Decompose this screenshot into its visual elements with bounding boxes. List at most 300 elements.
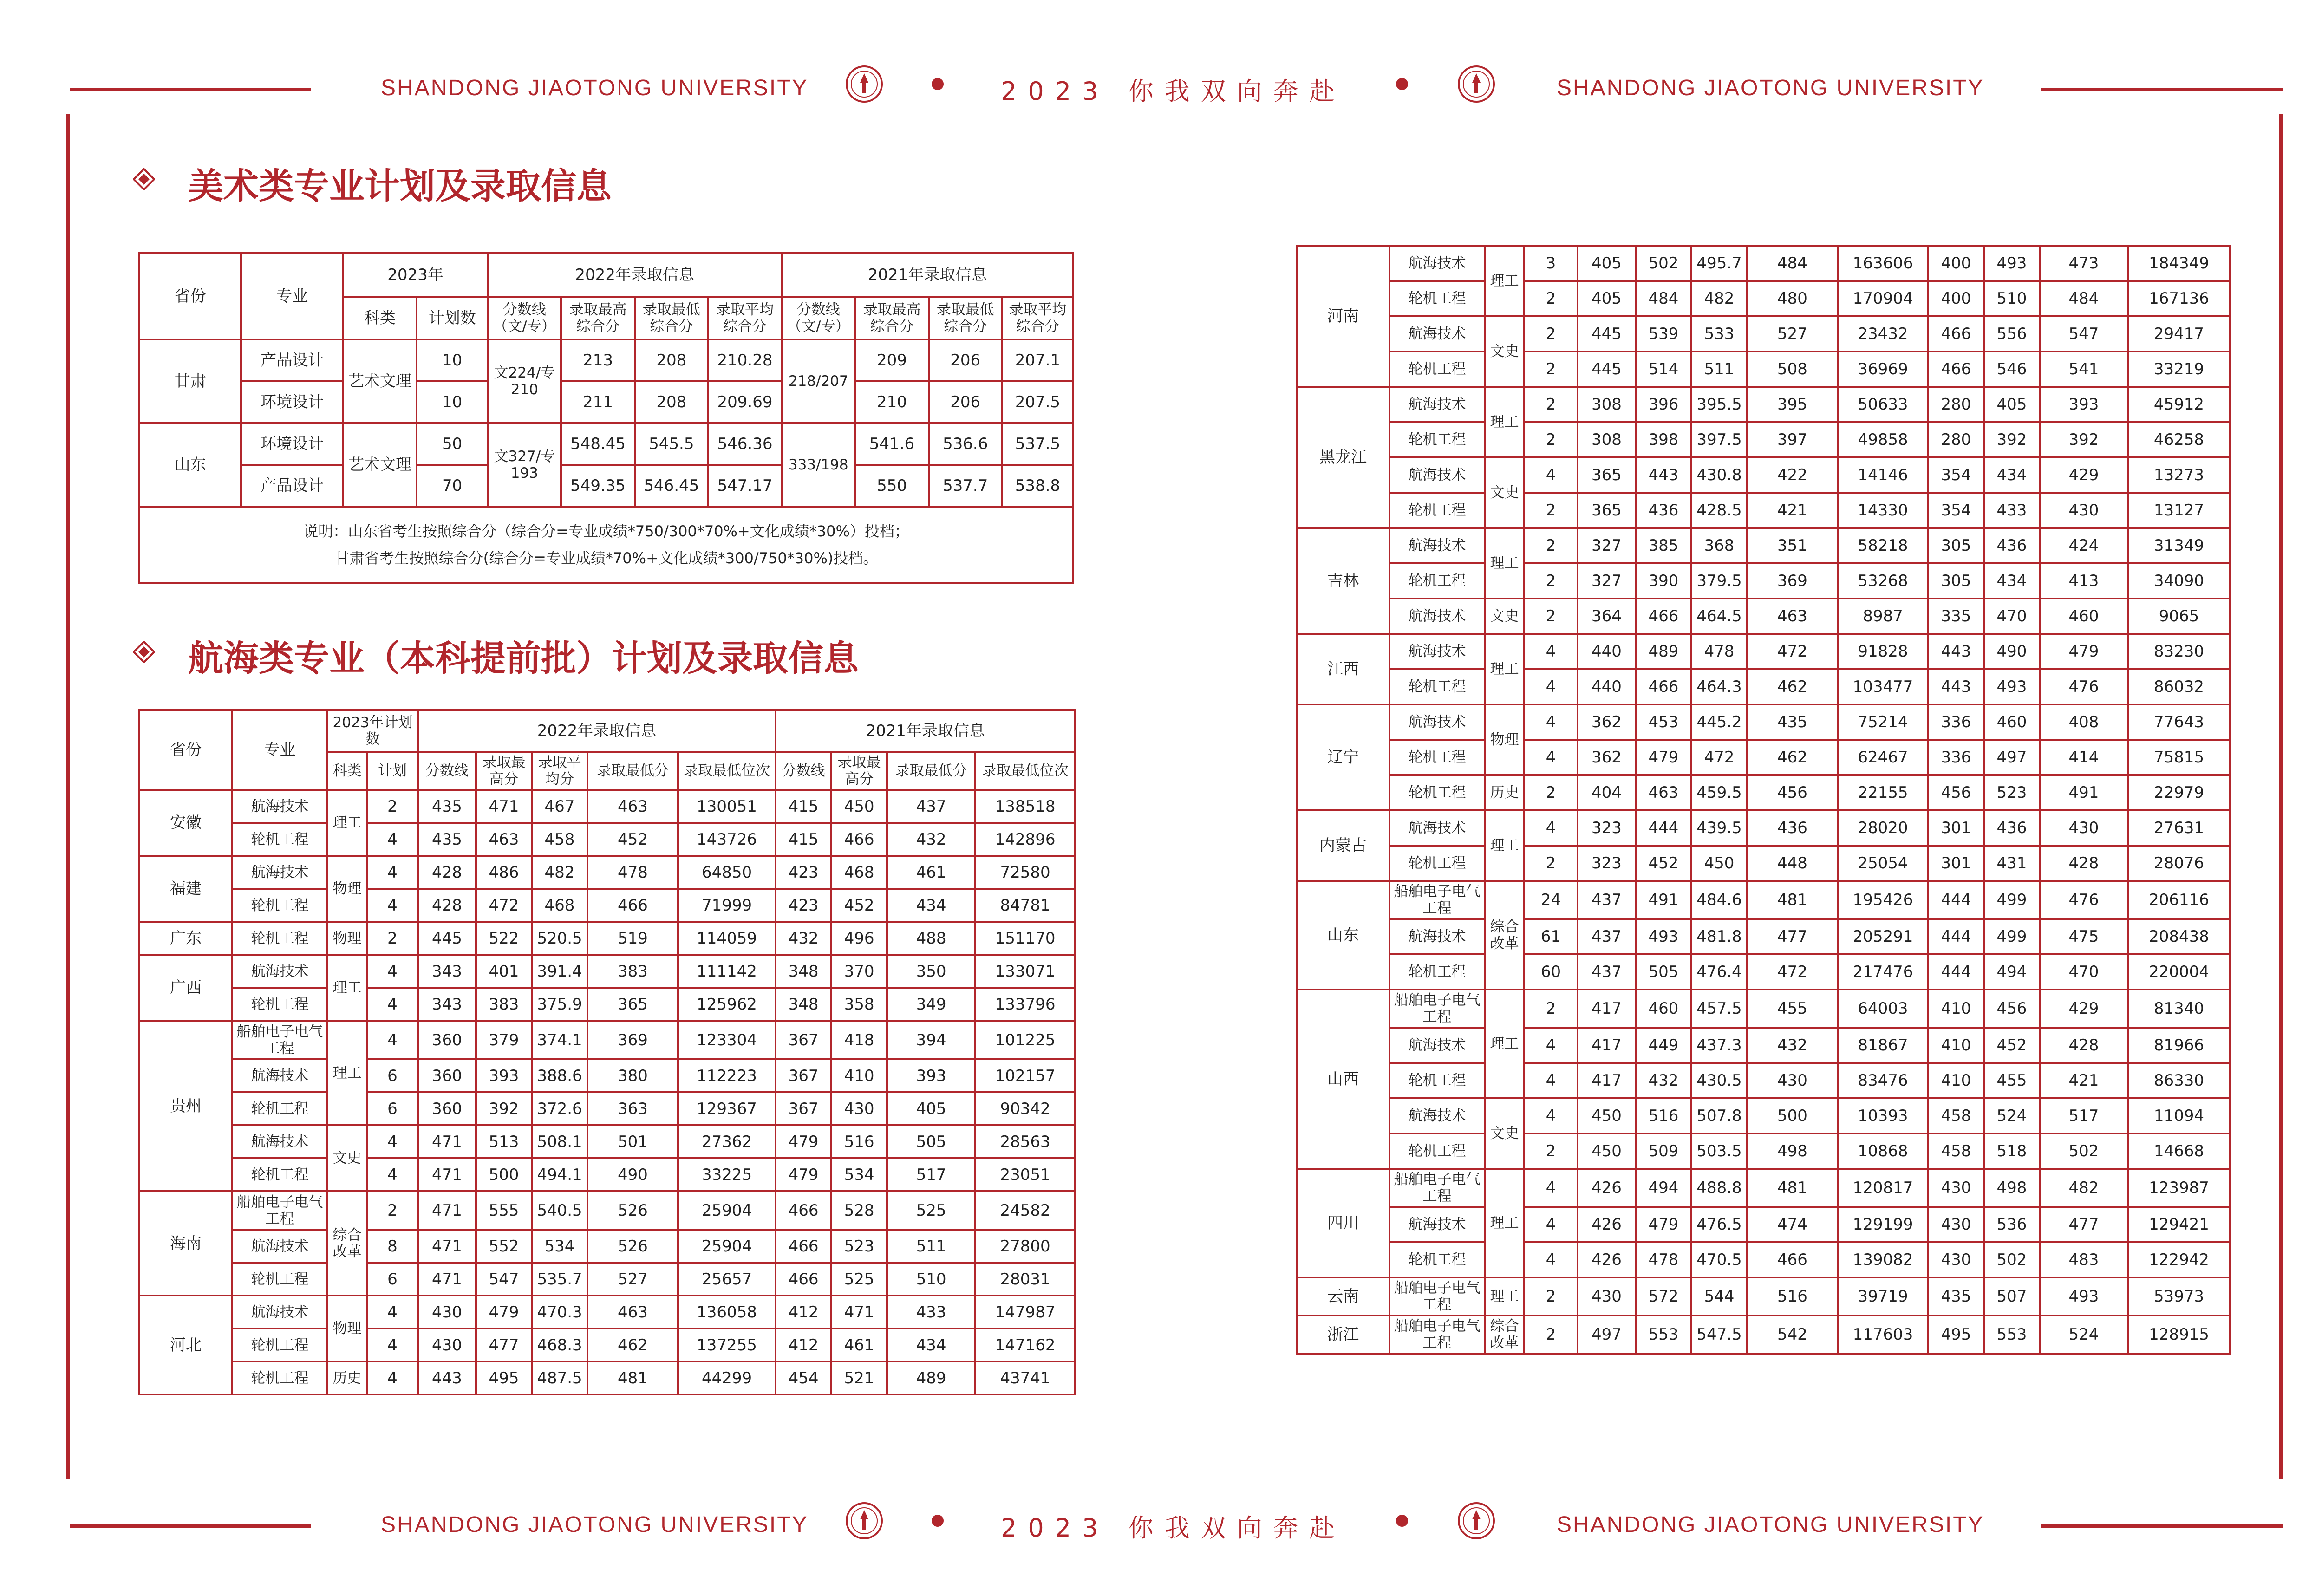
value-cell: 458 <box>1928 1133 1984 1169</box>
plan-cell: 24 <box>1524 881 1578 919</box>
value-cell: 470.3 <box>532 1296 587 1329</box>
category-cell: 物理 <box>1485 704 1524 775</box>
value-cell: 25904 <box>678 1191 776 1230</box>
value-cell: 456 <box>1747 775 1838 810</box>
province-cell: 广西 <box>139 955 232 1021</box>
value-cell: 14668 <box>2128 1133 2230 1169</box>
top-banner <box>0 55 2322 129</box>
value-cell: 444 <box>1928 881 1984 919</box>
plan-cell: 4 <box>1524 810 1578 846</box>
value-cell: 437.3 <box>1691 1028 1747 1063</box>
value-cell: 434 <box>1984 563 2040 599</box>
header-2022: 2022年录取信息 <box>488 253 782 297</box>
value-cell: 53268 <box>1838 563 1928 599</box>
table-row <box>1297 493 2230 528</box>
diamond-bullet-icon <box>133 168 155 190</box>
category-cell: 理工 <box>1485 634 1524 704</box>
category-cell: 理工 <box>1485 990 1524 1098</box>
value-cell: 434 <box>1984 457 2040 493</box>
plan-cell: 2 <box>1524 316 1578 352</box>
value-cell: 432 <box>887 823 975 856</box>
value-cell: 487.5 <box>532 1361 587 1394</box>
value-cell: 555 <box>476 1191 532 1230</box>
value-cell: 72580 <box>975 856 1075 889</box>
plan-cell: 4 <box>1524 740 1578 775</box>
header-line: 分数线（文/专） <box>488 297 561 339</box>
separator-dot <box>932 78 944 90</box>
value-cell: 491 <box>1636 881 1691 919</box>
value-cell: 478 <box>1691 634 1747 669</box>
value-cell: 372.6 <box>532 1092 587 1125</box>
header-major: 专业 <box>232 710 327 790</box>
value-cell: 523 <box>831 1230 887 1263</box>
value-cell: 453 <box>1636 704 1691 740</box>
value-cell: 27800 <box>975 1230 1075 1263</box>
major-cell: 轮机工程 <box>1389 1133 1485 1169</box>
plan-cell: 4 <box>367 955 418 988</box>
value-cell: 364 <box>1578 599 1636 634</box>
value-cell: 360 <box>418 1092 476 1125</box>
value-cell: 443 <box>418 1361 476 1394</box>
table-row <box>1297 990 2230 1028</box>
value-cell: 210 <box>855 381 928 423</box>
value-cell: 29417 <box>2128 316 2230 352</box>
value-cell: 495.7 <box>1691 246 1747 281</box>
table-row <box>1297 810 2230 846</box>
value-cell: 552 <box>476 1230 532 1263</box>
left-border <box>66 114 70 1479</box>
value-cell: 139082 <box>1838 1242 1928 1277</box>
category-cell: 历史 <box>327 1361 367 1394</box>
value-cell: 494.1 <box>532 1158 587 1191</box>
value-cell: 405 <box>1578 281 1636 316</box>
value-cell: 508 <box>1747 352 1838 387</box>
header-max: 录取最高综合分 <box>561 297 634 339</box>
header-category: 科类 <box>343 297 417 339</box>
plan-cell: 4 <box>1524 1063 1578 1098</box>
major-cell: 航海技术 <box>1389 246 1485 281</box>
value-cell: 472 <box>1691 740 1747 775</box>
header-avg: 录取平均分 <box>532 752 587 790</box>
value-cell: 430.8 <box>1691 457 1747 493</box>
plan-cell: 2 <box>367 1191 418 1230</box>
value-cell: 497 <box>1984 740 2040 775</box>
value-cell: 541 <box>2040 352 2128 387</box>
value-cell: 463 <box>587 1296 678 1329</box>
value-cell: 480 <box>1747 281 1838 316</box>
value-cell: 34090 <box>2128 563 2230 599</box>
value-cell: 86330 <box>2128 1063 2230 1098</box>
value-cell: 428 <box>418 889 476 922</box>
value-cell: 25054 <box>1838 846 1928 881</box>
header-avg: 录取平均综合分 <box>1002 297 1073 339</box>
value-cell: 170904 <box>1838 281 1928 316</box>
plan-cell: 4 <box>367 1021 418 1059</box>
value-cell: 414 <box>2040 740 2128 775</box>
value-cell: 471 <box>831 1296 887 1329</box>
value-cell: 64003 <box>1838 990 1928 1028</box>
major-cell: 轮机工程 <box>1389 954 1485 990</box>
separator-dot <box>1396 1515 1408 1527</box>
value-cell: 305 <box>1928 563 1984 599</box>
value-cell: 437 <box>1578 954 1636 990</box>
value-cell: 479 <box>2040 634 2128 669</box>
value-cell: 502 <box>1636 246 1691 281</box>
line-cell: 文224/专210 <box>488 339 561 423</box>
category-cell: 文史 <box>1485 1098 1524 1169</box>
value-cell: 435 <box>1747 704 1838 740</box>
value-cell: 129367 <box>678 1092 776 1125</box>
value-cell: 479 <box>1636 740 1691 775</box>
value-cell: 365 <box>587 988 678 1021</box>
art-admission-table <box>138 252 1074 584</box>
value-cell: 535.7 <box>532 1263 587 1296</box>
value-cell: 430 <box>2040 493 2128 528</box>
value-cell: 439.5 <box>1691 810 1747 846</box>
value-cell: 398 <box>1636 422 1691 457</box>
value-cell: 525 <box>831 1263 887 1296</box>
value-cell: 434 <box>887 889 975 922</box>
value-cell: 527 <box>587 1263 678 1296</box>
value-cell: 393 <box>887 1059 975 1092</box>
major-cell: 航海技术 <box>1389 634 1485 669</box>
value-cell: 483 <box>2040 1242 2128 1277</box>
value-cell: 433 <box>887 1296 975 1329</box>
major-cell: 轮机工程 <box>1389 669 1485 704</box>
value-cell: 550 <box>855 465 928 507</box>
value-cell: 206116 <box>2128 881 2230 919</box>
value-cell: 482 <box>532 856 587 889</box>
admission-note <box>139 507 1073 583</box>
value-cell: 477 <box>2040 1207 2128 1242</box>
header-2023: 2023年 <box>343 253 488 297</box>
value-cell: 454 <box>776 1361 831 1394</box>
category-cell: 综合改革 <box>1485 881 1524 990</box>
value-cell: 383 <box>476 988 532 1021</box>
value-cell: 493 <box>1636 919 1691 954</box>
value-cell: 91828 <box>1838 634 1928 669</box>
plan-cell: 4 <box>367 1158 418 1191</box>
value-cell: 209 <box>855 339 928 381</box>
value-cell: 62467 <box>1838 740 1928 775</box>
value-cell: 412 <box>776 1296 831 1329</box>
value-cell: 508.1 <box>532 1125 587 1158</box>
value-cell: 435 <box>418 790 476 823</box>
value-cell: 10868 <box>1838 1133 1928 1169</box>
value-cell: 430 <box>1928 1169 1984 1207</box>
table-row <box>1297 422 2230 457</box>
table-row <box>1297 528 2230 563</box>
value-cell: 58218 <box>1838 528 1928 563</box>
value-cell: 336 <box>1928 704 1984 740</box>
value-cell: 362 <box>1578 740 1636 775</box>
value-cell: 426 <box>1578 1169 1636 1207</box>
value-cell: 367 <box>776 1092 831 1125</box>
value-cell: 123987 <box>2128 1169 2230 1207</box>
major-cell: 航海技术 <box>232 790 327 823</box>
value-cell: 335 <box>1928 599 1984 634</box>
major-cell: 产品设计 <box>241 465 343 507</box>
value-cell: 436 <box>1636 493 1691 528</box>
plan-cell: 4 <box>367 1125 418 1158</box>
value-cell: 501 <box>587 1125 678 1158</box>
value-cell: 75815 <box>2128 740 2230 775</box>
value-cell: 367 <box>776 1059 831 1092</box>
value-cell: 505 <box>1636 954 1691 990</box>
value-cell: 430 <box>1747 1063 1838 1098</box>
value-cell: 464.3 <box>1691 669 1747 704</box>
value-cell: 520.5 <box>532 922 587 955</box>
note-line-2: 甘肃省考生按照综合分(综合分=专业成绩*70%+文化成绩*300/750*30%)投档。 <box>334 549 878 567</box>
value-cell: 86032 <box>2128 669 2230 704</box>
value-cell: 336 <box>1928 740 1984 775</box>
value-cell: 349 <box>887 988 975 1021</box>
value-cell: 412 <box>776 1329 831 1361</box>
value-cell: 397 <box>1747 422 1838 457</box>
major-cell: 船舶电子电气工程 <box>1389 1277 1485 1316</box>
major-cell: 轮机工程 <box>1389 775 1485 810</box>
value-cell: 421 <box>1747 493 1838 528</box>
value-cell: 475 <box>2040 919 2128 954</box>
value-cell: 440 <box>1578 669 1636 704</box>
value-cell: 472 <box>476 889 532 922</box>
value-cell: 495 <box>476 1361 532 1394</box>
table-row <box>1297 740 2230 775</box>
value-cell: 493 <box>2040 1277 2128 1316</box>
value-cell: 468 <box>831 856 887 889</box>
category-cell: 综合改革 <box>327 1191 367 1296</box>
value-cell: 553 <box>1984 1316 2040 1354</box>
major-cell: 航海技术 <box>1389 316 1485 352</box>
major-cell: 轮机工程 <box>1389 1063 1485 1098</box>
major-cell: 航海技术 <box>232 1125 327 1158</box>
value-cell: 417 <box>1578 990 1636 1028</box>
value-cell: 390 <box>1636 563 1691 599</box>
value-cell: 482 <box>2040 1169 2128 1207</box>
value-cell: 491 <box>2040 775 2128 810</box>
value-cell: 471 <box>418 1125 476 1158</box>
table-row <box>139 1263 1075 1296</box>
value-cell: 375.9 <box>532 988 587 1021</box>
table-row <box>139 465 1073 507</box>
value-cell: 463 <box>587 790 678 823</box>
value-cell: 524 <box>1984 1098 2040 1133</box>
table-row <box>1297 881 2230 919</box>
major-cell: 航海技术 <box>232 856 327 889</box>
value-cell: 435 <box>1928 1277 1984 1316</box>
value-cell: 101225 <box>975 1021 1075 1059</box>
value-cell: 466 <box>1636 669 1691 704</box>
value-cell: 466 <box>1928 316 1984 352</box>
value-cell: 510 <box>887 1263 975 1296</box>
category-cell: 物理 <box>327 1296 367 1361</box>
plan-cell: 10 <box>417 339 488 381</box>
plan-cell: 3 <box>1524 246 1578 281</box>
major-cell: 轮机工程 <box>1389 563 1485 599</box>
value-cell: 546 <box>1984 352 2040 387</box>
category-cell: 艺术文理 <box>343 339 417 423</box>
value-cell: 546.45 <box>635 465 708 507</box>
category-cell: 理工 <box>1485 1169 1524 1277</box>
category-cell: 文史 <box>1485 316 1524 387</box>
table-row <box>139 1059 1075 1092</box>
value-cell: 431 <box>1984 846 2040 881</box>
header-2022: 2022年录取信息 <box>418 710 776 752</box>
table-row <box>1297 1133 2230 1169</box>
value-cell: 466 <box>587 889 678 922</box>
value-cell: 22155 <box>1838 775 1928 810</box>
value-cell: 343 <box>418 988 476 1021</box>
table-row <box>139 339 1073 381</box>
value-cell: 280 <box>1928 387 1984 422</box>
value-cell: 466 <box>1747 1242 1838 1277</box>
province-cell: 广东 <box>139 922 232 955</box>
value-cell: 484 <box>1636 281 1691 316</box>
value-cell: 539 <box>1636 316 1691 352</box>
value-cell: 476.4 <box>1691 954 1747 990</box>
value-cell: 443 <box>1636 457 1691 493</box>
value-cell: 458 <box>532 823 587 856</box>
province-cell: 山东 <box>139 423 241 507</box>
category-cell: 艺术文理 <box>343 423 417 507</box>
value-cell: 195426 <box>1838 881 1928 919</box>
value-cell: 462 <box>587 1329 678 1361</box>
value-cell: 49858 <box>1838 422 1928 457</box>
value-cell: 436 <box>1984 810 2040 846</box>
plan-cell: 2 <box>1524 563 1578 599</box>
header-province: 省份 <box>139 253 241 339</box>
category-cell: 理工 <box>1485 810 1524 881</box>
value-cell: 136058 <box>678 1296 776 1329</box>
value-cell: 514 <box>1636 352 1691 387</box>
value-cell: 481 <box>587 1361 678 1394</box>
value-cell: 46258 <box>2128 422 2230 457</box>
value-cell: 526 <box>587 1191 678 1230</box>
value-cell: 374.1 <box>532 1021 587 1059</box>
value-cell: 510 <box>1984 281 2040 316</box>
value-cell: 502 <box>2040 1133 2128 1169</box>
value-cell: 11094 <box>2128 1098 2230 1133</box>
value-cell: 428 <box>418 856 476 889</box>
table-row <box>1297 1242 2230 1277</box>
major-cell: 航海技术 <box>232 1059 327 1092</box>
value-cell: 327 <box>1578 528 1636 563</box>
value-cell: 405 <box>1578 246 1636 281</box>
value-cell: 432 <box>1636 1063 1691 1098</box>
value-cell: 147987 <box>975 1296 1075 1329</box>
major-cell: 轮机工程 <box>1389 1242 1485 1277</box>
value-cell: 494 <box>1636 1169 1691 1207</box>
value-cell: 463 <box>1747 599 1838 634</box>
value-cell: 498 <box>1747 1133 1838 1169</box>
value-cell: 23432 <box>1838 316 1928 352</box>
category-cell: 文史 <box>327 1125 367 1191</box>
value-cell: 444 <box>1928 919 1984 954</box>
value-cell: 471 <box>418 1230 476 1263</box>
value-cell: 365 <box>1578 457 1636 493</box>
province-cell: 浙江 <box>1297 1316 1389 1354</box>
value-cell: 415 <box>776 790 831 823</box>
major-cell: 产品设计 <box>241 339 343 381</box>
value-cell: 549.35 <box>561 465 634 507</box>
plan-cell: 2 <box>1524 422 1578 457</box>
value-cell: 466 <box>1928 352 1984 387</box>
value-cell: 449 <box>1636 1028 1691 1063</box>
value-cell: 481 <box>1747 881 1838 919</box>
value-cell: 323 <box>1578 846 1636 881</box>
header-line: 分数线（文/专） <box>782 297 855 339</box>
value-cell: 422 <box>1747 457 1838 493</box>
plan-cell: 60 <box>1524 954 1578 990</box>
value-cell: 360 <box>418 1059 476 1092</box>
university-seal-icon <box>1457 1502 1495 1540</box>
value-cell: 445.2 <box>1691 704 1747 740</box>
value-cell: 548.45 <box>561 423 634 465</box>
table-row <box>139 856 1075 889</box>
right-border <box>2279 114 2283 1479</box>
value-cell: 517 <box>2040 1098 2128 1133</box>
value-cell: 488 <box>887 922 975 955</box>
value-cell: 481.8 <box>1691 919 1747 954</box>
value-cell: 308 <box>1578 387 1636 422</box>
value-cell: 8987 <box>1838 599 1928 634</box>
value-cell: 81966 <box>2128 1028 2230 1063</box>
header-min: 录取最低综合分 <box>635 297 708 339</box>
value-cell: 348 <box>776 988 831 1021</box>
value-cell: 428.5 <box>1691 493 1747 528</box>
value-cell: 123304 <box>678 1021 776 1059</box>
value-cell: 534 <box>831 1158 887 1191</box>
value-cell: 476.5 <box>1691 1207 1747 1242</box>
value-cell: 348 <box>776 955 831 988</box>
value-cell: 457.5 <box>1691 990 1747 1028</box>
value-cell: 401 <box>476 955 532 988</box>
value-cell: 13273 <box>2128 457 2230 493</box>
value-cell: 396 <box>1636 387 1691 422</box>
value-cell: 516 <box>831 1125 887 1158</box>
value-cell: 466 <box>776 1230 831 1263</box>
value-cell: 472 <box>1747 954 1838 990</box>
value-cell: 370 <box>831 955 887 988</box>
header-major: 专业 <box>241 253 343 339</box>
value-cell: 404 <box>1578 775 1636 810</box>
table-row <box>139 1125 1075 1158</box>
university-name-left: SHANDONG JIAOTONG UNIVERSITY <box>381 76 809 100</box>
value-cell: 473 <box>2040 246 2128 281</box>
value-cell: 429 <box>2040 457 2128 493</box>
value-cell: 466 <box>831 823 887 856</box>
value-cell: 517 <box>887 1158 975 1191</box>
major-cell: 航海技术 <box>1389 1098 1485 1133</box>
province-cell: 山东 <box>1297 881 1389 990</box>
major-cell: 船舶电子电气工程 <box>1389 990 1485 1028</box>
value-cell: 497 <box>1578 1316 1636 1354</box>
value-cell: 208438 <box>2128 919 2230 954</box>
plan-cell: 4 <box>367 889 418 922</box>
province-cell: 吉林 <box>1297 528 1389 634</box>
plan-cell: 6 <box>367 1059 418 1092</box>
university-seal-icon <box>1457 65 1495 103</box>
value-cell: 445 <box>1578 352 1636 387</box>
value-cell: 495 <box>1928 1316 1984 1354</box>
value-cell: 484 <box>1747 246 1838 281</box>
value-cell: 323 <box>1578 810 1636 846</box>
value-cell: 14330 <box>1838 493 1928 528</box>
value-cell: 432 <box>776 922 831 955</box>
value-cell: 488.8 <box>1691 1169 1747 1207</box>
plan-cell: 10 <box>417 381 488 423</box>
value-cell: 430 <box>1928 1242 1984 1277</box>
